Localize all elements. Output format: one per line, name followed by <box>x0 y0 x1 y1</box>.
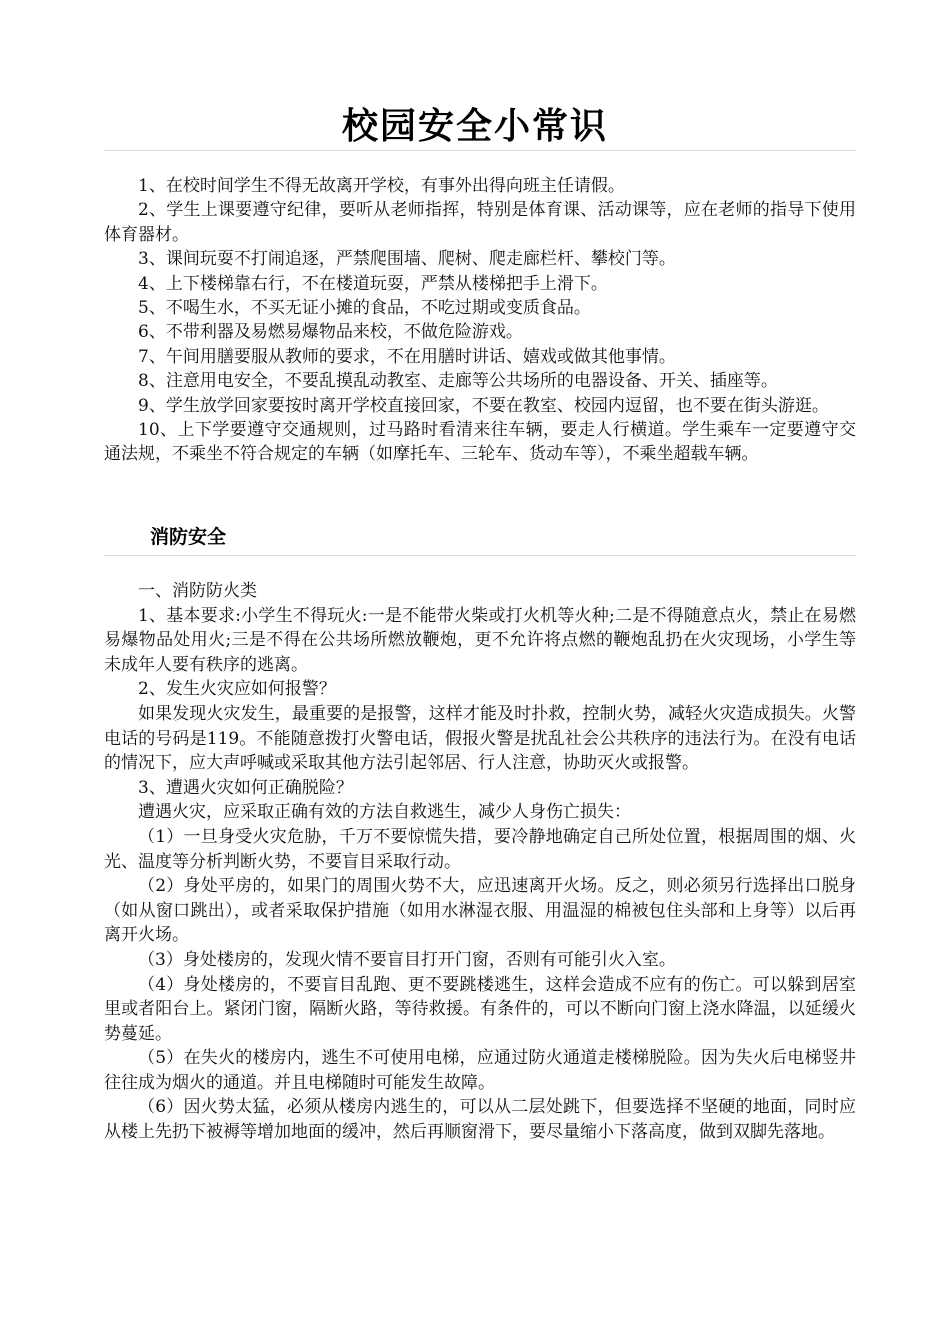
section-paragraph: 遭遇火灾，应采取正确有效的方法自救逃生，减少人身伤亡损失： <box>138 802 631 823</box>
section-paragraph: （5）在失火的楼房内，逃生不可使用电梯，应通过防火通道走楼梯脱险。因为失火后电梯竖井往往成为烟火的通道。并且电梯随时可能发生故障。 <box>104 1048 856 1093</box>
section-paragraph: （4）身处楼房的，不要盲目乱跑、更不要跳楼逃生，这样会造成不应有的伤亡。可以躲到居室里或者阳台上。紧闭门窗，隔断火路，等待救援。有条件的，可以不断向门窗上浇水降温，以延缓火势蔓延。 <box>104 974 856 1044</box>
rule-item: 9、学生放学回家要按时离开学校直接回家，不要在教室、校园内逗留，也不要在街头游逛。 <box>138 395 829 416</box>
section-paragraph: （1）一旦身受火灾危胁，千万不要惊慌失措，要冷静地确定自己所处位置，根据周围的烟、火光、温度等分析判断火势，不要盲目采取行动。 <box>104 826 856 872</box>
rule-item: 2、学生上课要遵守纪律，要听从老师指挥，特别是体育课、活动课等，应在老师的指导下使用体育器材。 <box>104 200 856 245</box>
rule-item: 1、在校时间学生不得无故离开学校，有事外出得向班主任请假。 <box>138 176 625 196</box>
page-title: 校园安全小常识 <box>341 106 608 147</box>
safety-rules-list <box>104 174 856 467</box>
section-paragraph: （3）身处楼房的，发现火情不要盲目打开门窗，否则有可能引火入室。 <box>138 949 676 970</box>
rule-item: 8、注意用电安全，不要乱摸乱动教室、走廊等公共场所的电器设备、开关、插座等。 <box>138 371 778 392</box>
section-paragraph: （6）因火势太猛，必须从楼房内逃生的，可以从二层处跳下，但要选择不坚硬的地面，同时应从楼上先扔下被褥等增加地面的缓冲，然后再顺窗滑下，要尽量缩小下落高度，做到双脚先落地。 <box>104 1097 856 1143</box>
section-divider <box>104 555 856 556</box>
section-paragraph: （2）身处平房的，如果门的周围火势不大，应迅速离开火场。反之，则必须另行选择出口脱身（如从窗口跳出），或者采取保护措施（如用水淋湿衣服、用温湿的棉被包住头部和上身等）以后再离开火场。 <box>104 876 856 946</box>
section-paragraph: 一、消防防火类 <box>138 581 257 601</box>
fire-safety-content <box>104 579 856 1145</box>
title-divider <box>104 150 856 151</box>
rule-item: 10、上下学要遵守交通规则，过马路时看清来往车辆，要走人行横道。学生乘车一定要遵守交通法规，不乘坐不符合规定的车辆（如摩托车、三轮车、货动车等），不乘坐超载车辆。 <box>104 420 856 465</box>
section-paragraph: 2、发生火灾应如何报警？ <box>138 679 336 700</box>
section-paragraph: 3、遭遇火灾如何正确脱险？ <box>138 777 353 798</box>
rule-item: 7、午间用膳要服从教师的要求，不在用膳时讲话、嬉戏或做其他事情。 <box>138 346 676 367</box>
section-paragraph: 1、基本要求:小学生不得玩火:一是不能带火柴或打火机等火种;二是不得随意点火，禁止在易燃易爆物品处用火;三是不得在公共场所燃放鞭炮，更不允许将点燃的鞭炮乱扔在火灾现场，小学生等未成年人要有秩序的逃离。 <box>104 605 856 675</box>
rule-item: 6、不带利器及易燃易爆物品来校，不做危险游戏。 <box>138 322 523 343</box>
rule-item: 3、课间玩耍不打闹追逐，严禁爬围墙、爬树、爬走廊栏杆、攀校门等。 <box>138 249 676 270</box>
rule-item: 5、不喝生水，不买无证小摊的食品，不吃过期或变质食品。 <box>138 298 591 319</box>
section-paragraph: 如果发现火灾发生，最重要的是报警，这样才能及时扑救，控制火势，减轻火灾造成损失。火警电话的号码是119。不能随意拨打火警电话，假报火警是扰乱社会公共秩序的违法行为。在没有电话的情况下，应大声呼喊或采取其他方法引起邻居、行人注意，协助灭火或报警。 <box>104 703 856 774</box>
rule-item: 4、上下楼梯靠右行，不在楼道玩耍，严禁从楼梯把手上滑下。 <box>138 273 608 294</box>
fire-safety-heading: 消防安全 <box>150 526 227 548</box>
